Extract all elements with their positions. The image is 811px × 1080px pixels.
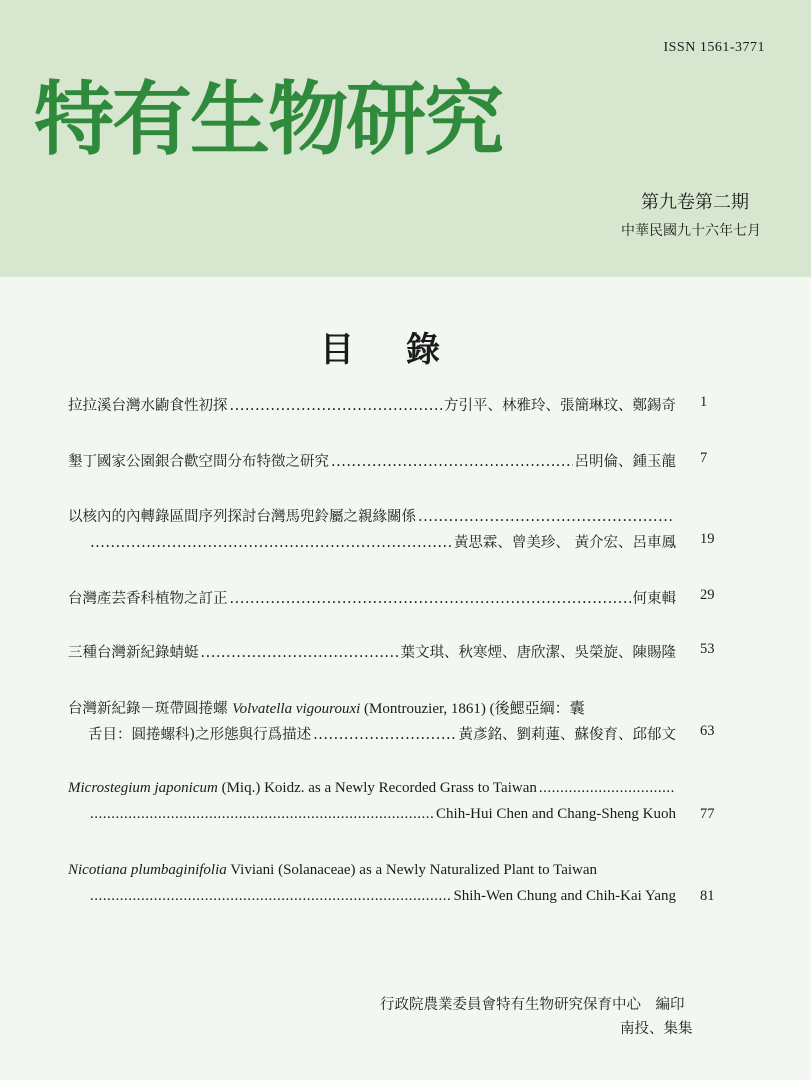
toc-entry-page: 19 <box>700 531 715 547</box>
toc-entry-page: 29 <box>700 587 715 603</box>
toc-entry-title: Microstegium japonicum (Miq.) Koidz. as a Newly Recorded Grass to Taiwan <box>68 780 537 796</box>
publisher-name: 行政院農業委員會特有生物研究保育中心 編印 <box>380 997 685 1013</box>
toc-entry-page: 7 <box>700 450 708 466</box>
toc-entry-authors: Shih-Wen Chung and Chih-Kai Yang <box>453 888 676 904</box>
toc-entry-title-line2: 舌目：圓捲螺科)之形態與行爲描述 <box>88 727 312 743</box>
toc-entry-7-cont <box>88 806 676 823</box>
toc-entry-title: 墾丁國家公園銀合歡空間分布特徵之研究 <box>68 454 329 470</box>
toc-entry-7[interactable] <box>68 780 676 797</box>
toc-entry-authors: 黃思霖、曾美珍、 黃介宏、呂車鳳 <box>453 535 676 551</box>
toc-entry-4[interactable] <box>68 587 676 608</box>
toc-entry-page: 53 <box>700 641 715 657</box>
toc-entry-authors: 黃彥銘、劉莉蓮、蘇俊育、邱郁文 <box>458 727 676 743</box>
toc-entry-title: 台灣新紀錄－斑帶圓捲螺 Volvatella vigourouxi (Montrouzier, 1861) (後鰓亞綱：囊 <box>68 701 585 717</box>
toc-entry-page: 1 <box>700 394 708 410</box>
volume-issue: 第九卷第二期 <box>641 192 749 213</box>
toc-entry-3[interactable] <box>68 505 676 526</box>
toc-entry-6[interactable] <box>68 697 676 718</box>
toc-entry-6-cont <box>88 723 676 744</box>
toc-entry-authors: 方引平、林雅玲、張簡琳玟、鄭錫奇 <box>444 398 676 414</box>
journal-title: 特有生物研究 <box>34 73 502 166</box>
toc-entry-page: 81 <box>700 888 715 904</box>
toc-entry-title: Nicotiana plumbaginifolia Viviani (Solanaceae) as a Newly Naturalized Plant to Taiwan <box>68 862 598 878</box>
toc-entry-title: 台灣產芸香科植物之訂正 <box>68 591 228 607</box>
toc-entry-2[interactable] <box>68 450 676 471</box>
toc-entry-5[interactable] <box>68 641 676 662</box>
toc-entry-title: 三種台灣新紀錄蜻蜓 <box>68 645 199 661</box>
toc-entry-page: 63 <box>700 723 715 739</box>
toc-entry-authors: 何東輯 <box>632 591 676 607</box>
toc-heading: 目錄 <box>320 330 492 370</box>
toc-entry-authors: 葉文琪、秋寒煙、唐欣潔、吳榮旋、陳賜隆 <box>400 645 676 661</box>
toc-entry-authors: Chih-Hui Chen and Chang-Sheng Kuoh <box>436 806 676 822</box>
publisher-location: 南投、集集 <box>620 1021 693 1037</box>
toc-entry-title: 拉拉溪台灣水鼩食性初探 <box>68 398 228 414</box>
toc-entry-8[interactable] <box>68 862 676 879</box>
toc-entry-1[interactable] <box>68 394 676 415</box>
toc-entry-title: 以核內的內轉錄區間序列探討台灣馬兜鈴屬之親緣關係 <box>68 509 416 525</box>
toc-entry-page: 77 <box>700 806 715 822</box>
toc-entry-3-cont <box>88 531 676 552</box>
toc-entry-8-cont <box>88 888 676 905</box>
toc-entry-authors: 呂明倫、鍾玉龍 <box>574 454 676 470</box>
issn-number: ISSN 1561-3771 <box>663 40 765 55</box>
publication-date: 中華民國九十六年七月 <box>621 223 761 239</box>
